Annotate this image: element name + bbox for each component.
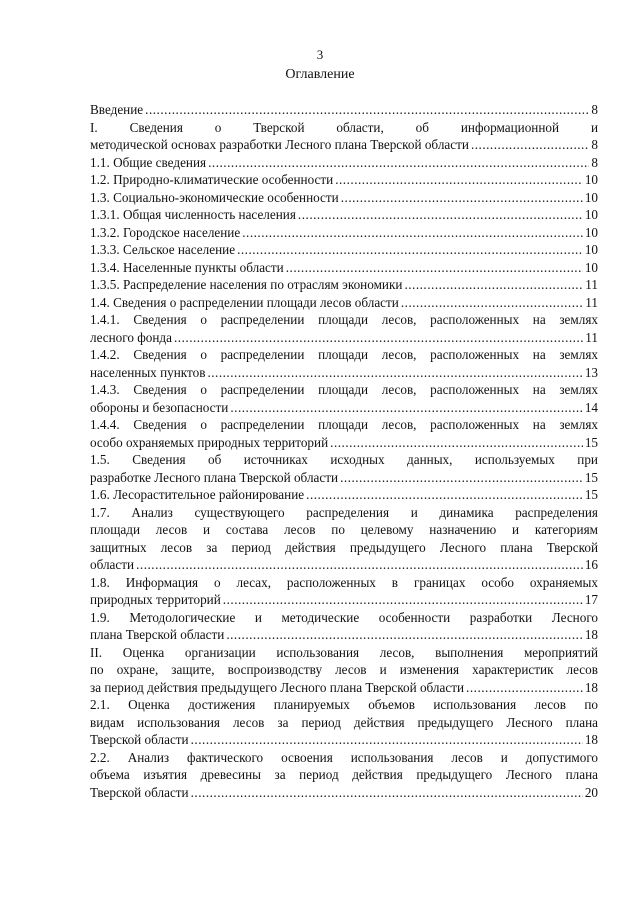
toc-entry-title: методической основах разработки Лесного плана Тверской области <box>90 137 469 152</box>
toc-entry-line: 1.4.3. Сведения о распределении площади лесов, расположенных на землях <box>90 382 598 397</box>
toc-entry[interactable] <box>90 189 598 207</box>
toc-entry-page: 8 <box>591 102 598 117</box>
dot-leader <box>208 154 589 172</box>
toc-entry-title: за период действия предыдущего Лесного плана Тверской области <box>90 679 465 695</box>
toc-entry-page: 10 <box>584 259 598 275</box>
toc-entry-page: 14 <box>584 399 598 415</box>
dot-leader <box>341 189 583 207</box>
toc-entry-title: 1.3.2. Городское население <box>90 224 241 240</box>
toc-entry[interactable] <box>90 644 598 697</box>
toc-entry-line: 1.4.1. Сведения о распределении площади лесов, расположенных на землях <box>90 312 598 327</box>
toc-entry[interactable] <box>90 276 598 294</box>
dot-leader <box>335 171 583 189</box>
toc-entry-page: 10 <box>584 224 598 240</box>
toc-entry-title: 1.2. Природно-климатические особенности <box>90 172 334 187</box>
toc-entry-page: 17 <box>584 592 598 607</box>
toc-entry-title: плана Тверской области <box>90 627 225 642</box>
toc-entry-page: 10 <box>584 189 598 205</box>
toc-entry-title: 1.6. Лесорастительное районирование <box>90 487 305 502</box>
toc-entry[interactable] <box>90 171 598 189</box>
dot-leader <box>191 731 583 749</box>
toc-entry-line: I. Сведения о Тверской области, об информационной и <box>90 119 598 135</box>
toc-entry-title: Введение <box>90 102 144 117</box>
toc-entry[interactable] <box>90 574 598 609</box>
toc-entry[interactable] <box>90 241 598 259</box>
dot-leader <box>471 136 589 154</box>
toc-entry[interactable] <box>90 294 598 312</box>
toc-entry[interactable] <box>90 504 598 574</box>
toc-entry-title: 1.3.4. Населенные пункты области <box>90 259 284 275</box>
toc-entry-line: 1.4.2. Сведения о распределении площади лесов, расположенных на землях <box>90 347 598 362</box>
toc-entry-title: природных территорий <box>90 592 221 607</box>
dot-leader <box>230 399 582 417</box>
toc-entry-line: 1.4.4. Сведения о распределении площади лесов, расположенных на землях <box>90 417 598 432</box>
toc-entry[interactable] <box>90 154 598 172</box>
toc-entry[interactable] <box>90 451 598 486</box>
toc-entry-line: 1.9. Методологические и методические особенности разработки Лесного <box>90 609 598 625</box>
toc-entry-page: 18 <box>584 679 598 695</box>
page-number: 3 <box>316 47 324 62</box>
toc-entry-title: Тверской области <box>90 732 189 747</box>
toc-entry[interactable] <box>90 609 598 644</box>
toc-entry-page: 11 <box>585 294 598 310</box>
toc-entry-title: 1.3.3. Сельское население <box>90 242 236 257</box>
toc-entry-page: 10 <box>584 172 598 187</box>
toc-entry-line: площади лесов и состава лесов по целевому назначению и категориям <box>90 522 598 537</box>
toc-entry-title: 1.3. Социально-экономические особенности <box>90 189 339 205</box>
toc-entry[interactable] <box>90 119 598 154</box>
toc-entry-title: обороны и безопасности <box>90 399 229 415</box>
toc-entry-page: 15 <box>584 487 598 502</box>
dot-leader <box>401 294 583 312</box>
toc-entry-line: объема изъятия древесины за период действия предыдущего Лесного плана <box>90 767 598 782</box>
toc-entry[interactable] <box>90 259 598 277</box>
toc-entry-line: защитных лесов за период действия предыдущего Лесного плана Тверской <box>90 539 598 555</box>
toc-entry-page: 8 <box>591 137 598 152</box>
toc-entry-line: 2.1. Оценка достижения планируемых объемов использования лесов по <box>90 697 598 712</box>
dot-leader <box>404 276 583 294</box>
toc-entry-page: 15 <box>584 469 598 485</box>
toc-title: Оглавление <box>285 67 355 82</box>
toc-entry[interactable] <box>90 224 598 242</box>
dot-leader <box>242 224 583 242</box>
toc-entry-line: II. Оценка организации использования лесов, выполнения мероприятий <box>90 644 598 660</box>
toc-entry-page: 10 <box>584 207 598 222</box>
toc-entry[interactable] <box>90 381 598 416</box>
dot-leader <box>340 469 583 487</box>
toc-entry-page: 18 <box>584 627 598 642</box>
dot-leader <box>136 556 583 574</box>
toc-entry-title: 1.1. Общие сведения <box>90 154 207 170</box>
table-of-contents <box>90 101 598 801</box>
toc-entry-title: особо охраняемых природных территорий <box>90 434 329 450</box>
dot-leader <box>466 679 583 697</box>
toc-entry-title: 1.4. Сведения о распределении площади лесов области <box>90 294 399 310</box>
toc-entry-page: 10 <box>584 242 598 257</box>
dot-leader <box>174 329 583 347</box>
toc-entry-title: области <box>90 557 135 572</box>
toc-entry[interactable] <box>90 416 598 451</box>
dot-leader <box>306 486 583 504</box>
toc-entry-line: по охране, защите, воспроизводству лесов и изменения характеристик лесов <box>90 662 598 677</box>
toc-entry[interactable] <box>90 486 598 504</box>
dot-leader <box>191 784 583 802</box>
dot-leader <box>286 259 583 277</box>
dot-leader <box>298 206 583 224</box>
toc-entry-page: 11 <box>585 329 598 345</box>
toc-entry[interactable] <box>90 346 598 381</box>
toc-entry[interactable] <box>90 749 598 802</box>
dot-leader <box>330 434 583 452</box>
toc-entry-page: 15 <box>584 434 598 450</box>
toc-entry[interactable] <box>90 206 598 224</box>
dot-leader <box>223 591 583 609</box>
toc-entry-page: 11 <box>585 277 598 292</box>
toc-entry-page: 13 <box>584 364 598 380</box>
dot-leader <box>226 626 582 644</box>
toc-entry-line: видам использования лесов за период действия предыдущего Лесного плана <box>90 714 598 730</box>
toc-entry-line: 2.2. Анализ фактического освоения использования лесов и допустимого <box>90 749 598 765</box>
toc-entry-title: разработке Лесного плана Тверской области <box>90 469 339 485</box>
toc-entry-line: 1.5. Сведения об источниках исходных данных, используемых при <box>90 452 598 467</box>
toc-entry-page: 16 <box>584 557 598 572</box>
toc-entry-line: 1.7. Анализ существующего распределения и динамика распределения <box>90 504 598 520</box>
toc-entry-page: 8 <box>591 154 598 170</box>
dot-leader <box>145 101 589 119</box>
toc-entry-page: 20 <box>584 784 598 800</box>
toc-entry-title: лесного фонда <box>90 329 172 345</box>
toc-entry[interactable] <box>90 101 598 119</box>
dot-leader <box>207 364 582 382</box>
toc-entry[interactable] <box>90 311 598 346</box>
toc-entry[interactable] <box>90 696 598 749</box>
dot-leader <box>237 241 583 259</box>
toc-entry-title: 1.3.5. Распределение населения по отраслям экономики <box>90 277 403 292</box>
toc-entry-title: 1.3.1. Общая численность населения <box>90 207 296 222</box>
toc-entry-line: 1.8. Информация о лесах, расположенных в границах особо охраняемых <box>90 574 598 590</box>
toc-entry-page: 18 <box>584 732 598 747</box>
toc-entry-title: населенных пунктов <box>90 364 206 380</box>
toc-entry-title: Тверской области <box>90 784 189 800</box>
